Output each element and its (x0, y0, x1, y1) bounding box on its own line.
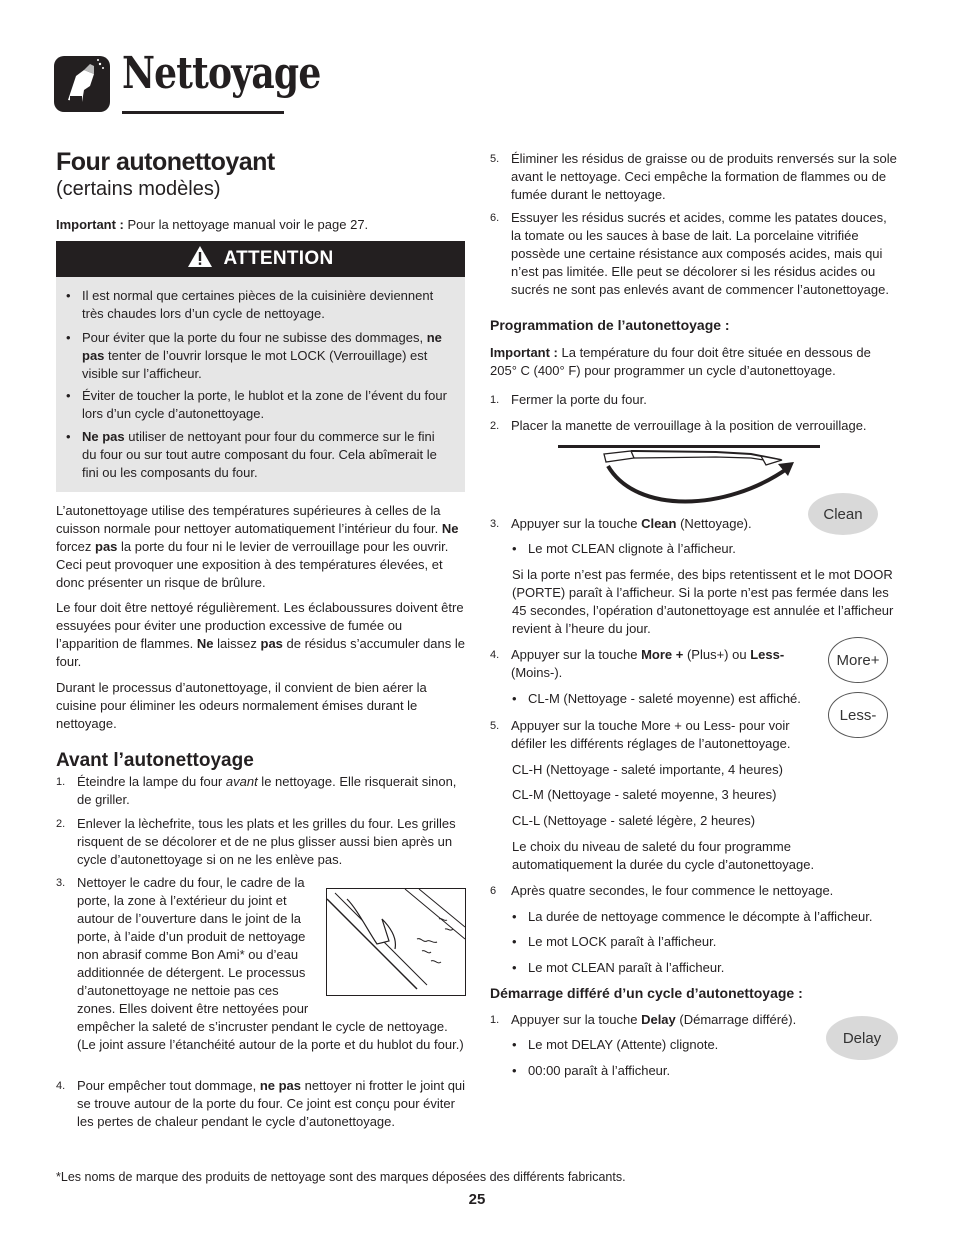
section-subtitle: (certains modèles) (56, 178, 221, 200)
page-number: 25 (468, 1191, 486, 1208)
level-item: CL-L (Nettoyage - saleté légère, 2 heures) (512, 813, 756, 828)
less-key-button[interactable]: Less- (828, 692, 888, 738)
level-item: CL-M (Nettoyage - saleté moyenne, 3 heures) (512, 787, 777, 802)
lock-lever-illustration (556, 442, 822, 512)
subsection-title: Démarrage différé d’un cycle d’autonettoyage : (490, 985, 803, 1001)
cleaning-spray-icon (54, 56, 110, 112)
note-text: Le choix du niveau de saleté du four programme automatiquement la durée du cycle d’autonettoyage. (512, 839, 815, 872)
note-text: Si la porte n’est pas fermée, des bips retentissent et le mot DOOR (PORTE) paraît à l’afficheur. Si la porte n’est pas fermée dans les 45 secondes, l’opération d’autonettoyage est annulée et l’afficheur revient à l’heure du jour. (512, 567, 894, 636)
paragraph: L’autonettoyage utilise des températures supérieures à celles de la cuisson normale pour nettoyer automatiquement l’intérieur du four. Ne forcez pas la porte du four ni le levier de verrouillage pour les ouvrir. Ceci peut provoquer une exposition à des températures élevées, et donc présenter un risque de brûlure. (56, 503, 459, 590)
paragraph: Durant le processus d’autonettoyage, il convient de bien aérer la cuisine pour éliminer les odeurs normalement émises durant le nettoyage. (56, 680, 427, 731)
important-note: Important : La température du four doit être située en dessous de 205° C (400° F) pour programmer un cycle d’autonettoyage. (490, 345, 871, 378)
subsection-title: Programmation de l’autonettoyage : (490, 317, 730, 333)
warning-triangle-icon (187, 245, 213, 273)
attention-box: • Il est normal que certaines pièces de la cuisinière deviennent très chaudes lors d’un cycle de nettoyage. • Pour éviter que la porte du four ne subisse des dommages, ne pas tenter de l’ouvrir lorsque le mot LOCK (Verrouillage) est visible sur l’afficheur. • Éviter de toucher la porte, le hublot et la zone de l’évent du four lors d’un cycle d’autonettoyage. • Ne pas utiliser de nettoyant pour four du commerce sur le fini du four ou sur tout autre composant du four. Cela abîmerait le fini ou les composants du four. (56, 277, 465, 492)
important-note: Important : Pour la nettoyage manual voir le page 27. (56, 217, 369, 232)
page-title: Nettoyage (122, 48, 321, 99)
level-item: CL-H (Nettoyage - saleté importante, 4 heures) (512, 762, 783, 777)
attention-label: ATTENTION (223, 248, 334, 269)
footnote: *Les noms de marque des produits de nettoyage sont des marques déposées des différents fabricants. (56, 1170, 626, 1184)
clean-key-button[interactable]: Clean (808, 493, 878, 535)
title-underline (122, 111, 284, 114)
paragraph: Le four doit être nettoyé régulièrement. Les éclaboussures doivent être essuyées pour éviter une production excessive de fumée ou l’apparition de flammes. Ne laissez pas de résidus s’accumuler dans le four. (56, 600, 465, 669)
more-key-button[interactable]: More+ (828, 637, 888, 683)
subsection-title: Avant l’autonettoyage (56, 750, 254, 771)
section-title: Four autonettoyant (56, 148, 275, 176)
delay-key-button[interactable]: Delay (826, 1016, 898, 1060)
list-item-continued: empêcher la saleté de s’incruster pendant le cycle de nettoyage. (Le joint assure l’étanchéité autour de la porte et du hublot du four.) (77, 1019, 464, 1052)
attention-header (56, 241, 465, 277)
oven-door-illustration (326, 888, 466, 996)
